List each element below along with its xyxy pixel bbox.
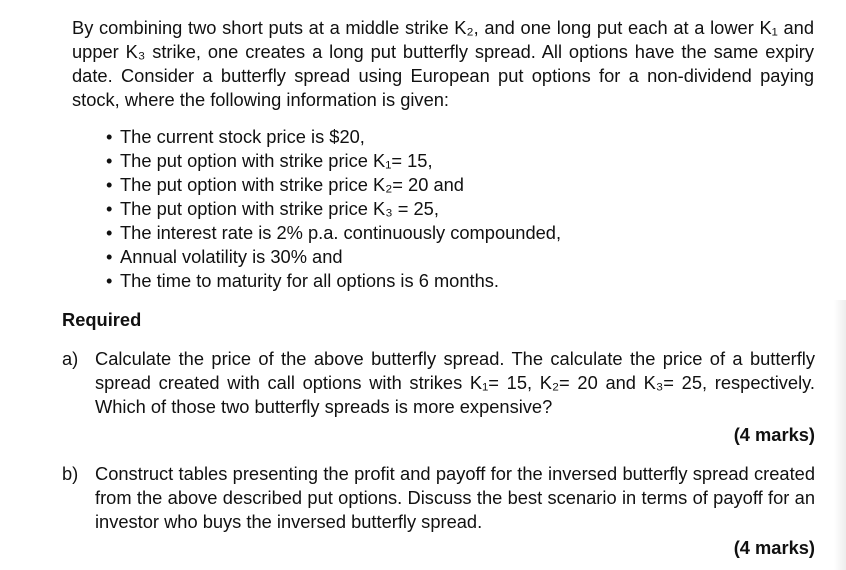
list-item: [106, 197, 561, 221]
list-item: [106, 245, 561, 269]
bullet-icon: •: [106, 270, 113, 291]
question-text: Construct tables presenting the profit and payoff for the inversed butterfly spread created from the above described put options. Discuss the best scenario in terms of payoff for an investor who buys the inversed butterfly spread.: [95, 463, 815, 532]
required-heading: Required: [62, 309, 142, 330]
marks-label: (4 marks): [733, 537, 815, 558]
page-edge-shadow: [834, 300, 846, 570]
list-item-text: The current stock price is $20,: [120, 126, 365, 147]
bullet-icon: •: [106, 246, 113, 267]
list-item: [106, 269, 561, 293]
list-item: [106, 221, 561, 245]
bullet-icon: •: [106, 222, 113, 243]
question-a: [62, 347, 815, 419]
question-letter: a): [62, 348, 79, 369]
list-item-text: Annual volatility is 30% and: [120, 246, 343, 267]
question-b: [62, 462, 815, 534]
bullet-icon: •: [106, 198, 113, 219]
bullet-icon: •: [106, 150, 113, 171]
given-information-list: [106, 125, 561, 293]
list-item: [106, 173, 561, 197]
list-item-text: The put option with strike price K₁= 15,: [120, 150, 433, 171]
list-item-text: The put option with strike price K₃ = 25,: [120, 198, 439, 219]
list-item-text: The interest rate is 2% p.a. continuously compounded,: [120, 222, 562, 243]
question-text: Calculate the price of the above butterfly spread. The calculate the price of a butterfly spread created with call options with strikes K₁= 15, K₂= 20 and K₃= 25, respectively. Which of those two butterfly spreads is more expensive?: [95, 348, 815, 417]
bullet-icon: •: [106, 174, 113, 195]
question-letter: b): [62, 463, 79, 484]
list-item: [106, 125, 561, 149]
bullet-icon: •: [106, 126, 113, 147]
list-item-text: The put option with strike price K₂= 20 and: [120, 174, 464, 195]
list-item-text: The time to maturity for all options is 6 months.: [120, 270, 499, 291]
intro-paragraph: By combining two short puts at a middle strike K₂, and one long put each at a lower K₁ and upper K₃ strike, one creates a long put butterfly spread. All options have the same expiry date. Consider a butterfly spread using European put options for a non-dividend paying stock, where the following information is given:: [72, 17, 814, 110]
list-item: [106, 149, 561, 173]
marks-label: (4 marks): [733, 424, 815, 445]
